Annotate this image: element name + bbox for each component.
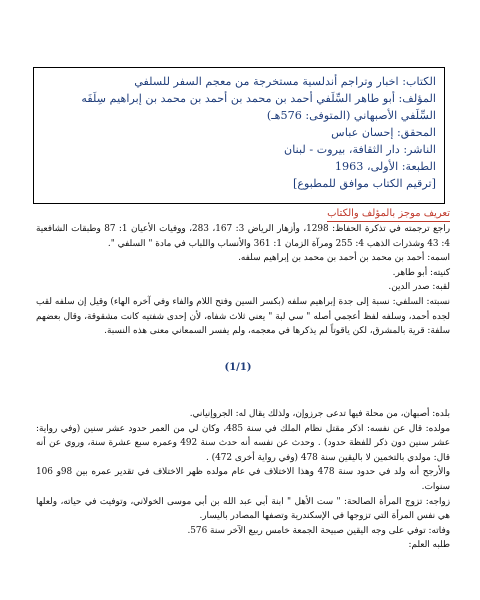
section-title: تعريف موجز بالمؤلف والكتاب [327, 207, 450, 222]
study-heading: طلبه العلم: [408, 540, 450, 551]
bio-section [36, 222, 450, 339]
editor-line: المحقق: إحسان عباس [331, 126, 436, 139]
life-section [36, 407, 450, 553]
author-line-cont: السِّلَفي الأصبهاني (المتوفى: 576هـ) [266, 109, 436, 122]
edition-line: الطبعة: الأولى، 1963 [334, 160, 436, 173]
death-paragraph: وفاته: توفي على وجه اليقين صبيحة الجمعة خامس ربيع الآخر سنة 576. [187, 525, 450, 536]
author-line: المؤلف: أبو طاهر السِّلَفي أحمد بن محمد بن أحمد بن محمد بن إبراهيم سِلَفَه [81, 92, 436, 105]
name-paragraph: اسمه: أحمد بن محمد بن أحمد بن محمد بن إبراهيم سلفه. [238, 253, 450, 264]
references-paragraph: راجع ترجمته في تذكرة الحفاظ: 1298، وأزهار الرياض 3: 167، 283، ووفيات الأعيان 1: 87 وطبقات الشافعية 4: 43 وشذرات الذهب 4: 255 ومرآة الزمان 1: 361 والأنساب واللباب في مادة " السلفي ". [36, 224, 451, 249]
birth-paragraph: مولده: قال عن نفسه: اذكر مقتل نظام الملك في سنة 485، وكان لي من العمر حدود عشر سنين (وفي رواية: عشر سنين دون ذكر للفظة حدود) . وحدث عن نفسه أنه حدث سنة 492 وعمره سبع عشرة سنة، وروي عن أنه قال: مولدي بالتخمين لا باليقين سنة 478 (وفي رواية أخرى 472) . [36, 423, 451, 463]
kunya-paragraph: كنيته: أبو طاهر. [392, 267, 450, 278]
book-info-box [33, 67, 445, 204]
pagination-note: [ترقيم الكتاب موافق للمطبوع] [292, 177, 436, 190]
marriage-paragraph: زواجه: تزوج المرأة الصالحة: " ست الأهل " ابنة أبي عبد الله بن أبي موسى الخولاني، وتوفيت في حياته، ولعلها هي نفس المرأة التي تزوجها في الإسكندرية وتصفها المصادر باليسار. [36, 496, 450, 522]
nisba-paragraph: نسبته: السلفي: نسبة إلى جدة إبراهيم سلفه (بكسر السين وفتح اللام والفاء وفي آخره الهاء) وقيل إن سلفه لقب لجده أحمد، وسلفه لفظ أعجمي أصله " سي لبة " يعني ثلاث شفاه، لأن إحدى شفتيه كانت مشقوقة، وقال بعضهم سلفة: قرية بالمشرق، لكن ياقوتاً لم يذكرها في معجمه، ولم يفسر السمعاني معنى هذه النسبة. [36, 296, 450, 337]
hometown-paragraph: بلده: أصبهان، من محلة فيها تدعى جرزوإن، ولذلك يقال له: الجروإنياني. [189, 409, 450, 419]
page-marker: (1/1) [224, 362, 252, 373]
book-title-line: الكتاب: اخبار وتراجم أندلسية مستخرجة من معجم السفر للسلفي [134, 75, 436, 88]
birth-estimate-paragraph: والأرجح أنه ولد في حدود سنة 478 وهذا الاختلاف في عام مولده ظهر الاختلاف في تقدير عمره بين 98و 106 سنوات. [36, 467, 451, 492]
publisher-line: الناشر: دار الثقافة، بيروت - لبنان [284, 143, 436, 156]
title-paragraph: لقبه: صدر الدين. [388, 282, 450, 293]
